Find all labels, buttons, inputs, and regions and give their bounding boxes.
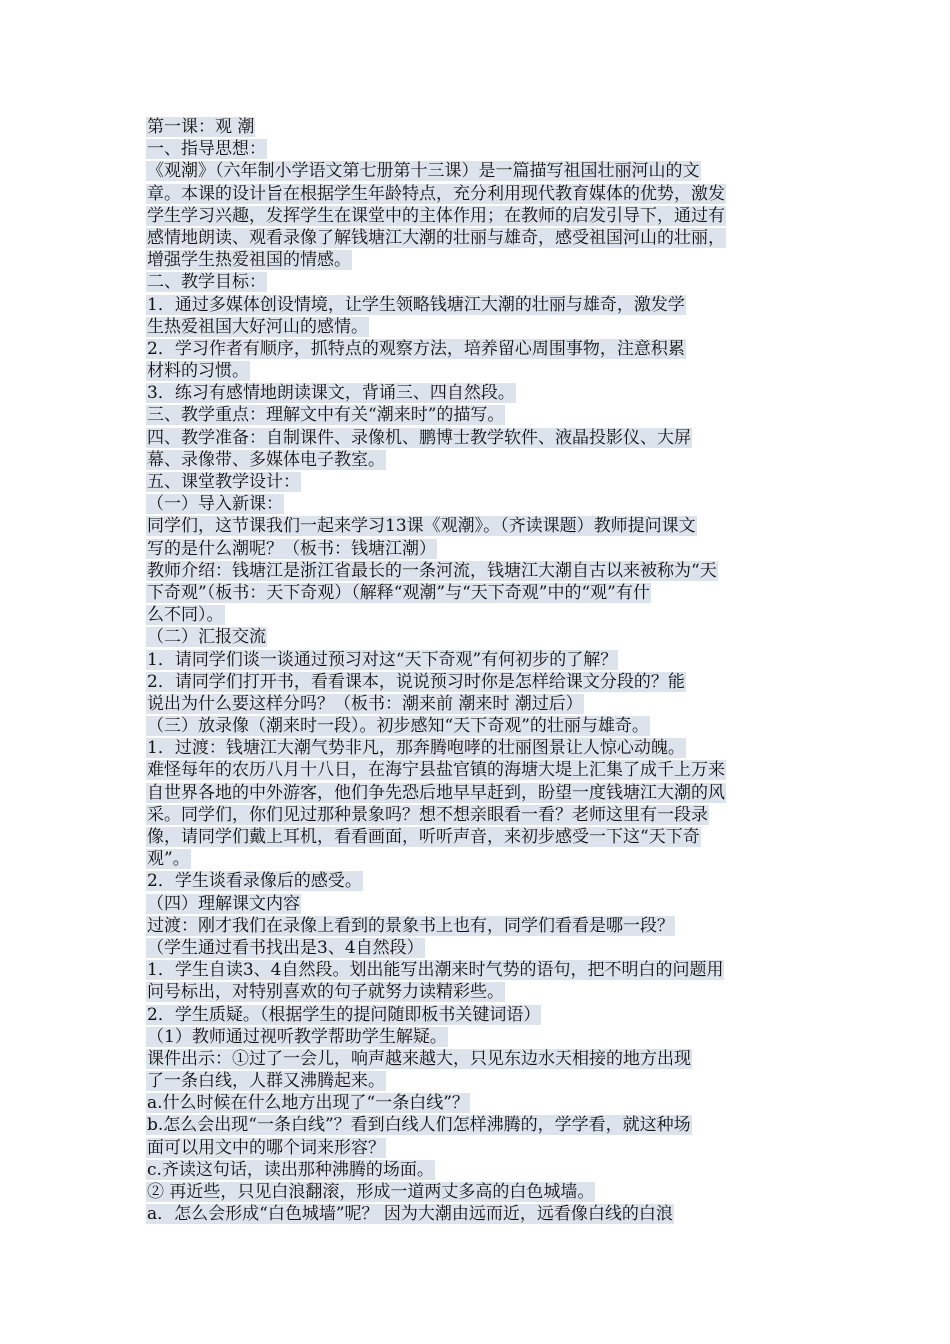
text-line <box>146 1070 806 1092</box>
text-line <box>146 471 806 493</box>
document-page <box>146 116 806 1225</box>
text-line <box>146 1092 806 1114</box>
text-line-content: 问号标出，对特别喜欢的句子就努力读精彩些。 <box>147 982 504 1003</box>
text-line <box>146 271 806 293</box>
text-line-content: 3．练习有感情地朗读课文，背诵三、四自然段。 <box>147 383 515 404</box>
text-line-content: ② 再近些，只见白浪翻滚，形成一道两丈多高的白色城墙。 <box>147 1182 595 1202</box>
text-line <box>146 183 806 205</box>
text-line <box>146 493 806 515</box>
text-line-content: 观”。 <box>147 849 190 870</box>
text-line <box>146 382 806 404</box>
text-line-content: 三、教学重点：理解文中有关“潮来时”的描写。 <box>147 405 505 426</box>
text-line-content: 么不同）。 <box>147 605 224 626</box>
text-line-content: 1．过渡：钱塘江大潮气势非凡，那奔腾咆哮的壮丽图景让人惊心动魄。 <box>147 738 685 759</box>
text-line <box>146 649 806 671</box>
text-line-content: 过渡：刚才我们在录像上看到的景象书上也有，同学们看看是哪一段？ <box>147 915 674 936</box>
text-line <box>146 338 806 360</box>
text-line-content: 采。同学们，你们见过那种景象吗？想不想亲眼看一看？老师这里有一段录 <box>147 804 708 825</box>
text-line <box>146 316 806 338</box>
text-line <box>146 671 806 693</box>
text-line-content: c.齐读这句话，读出那种沸腾的场面。 <box>147 1159 434 1180</box>
text-line <box>146 1114 806 1136</box>
text-line-content: 生热爱祖国大好河山的感情。 <box>147 316 368 337</box>
text-line-content: 材料的习惯。 <box>147 361 249 382</box>
text-line <box>146 1048 806 1070</box>
text-line <box>146 1137 806 1159</box>
text-line <box>146 1004 806 1026</box>
text-line-content: 说出为什么要这样分吗？（板书：潮来前 潮来时 潮过后） <box>147 693 583 714</box>
text-line <box>146 160 806 182</box>
text-line-content: 学生学习兴趣，发挥学生在课堂中的主体作用；在教师的启发引导下，通过有 <box>147 205 725 226</box>
text-line-content: 难怪每年的农历八月十八日，在海宁县盐官镇的海塘大堤上汇集了成千上万来 <box>147 760 725 781</box>
text-line <box>146 959 806 981</box>
text-line <box>146 782 806 804</box>
text-line-content: 教师介绍：钱塘江是浙江省最长的一条河流，钱塘江大潮自古以来被称为“天 <box>147 560 717 581</box>
text-line <box>146 404 806 426</box>
text-line <box>146 826 806 848</box>
text-line-content: 第一课：观 潮 <box>147 117 255 137</box>
text-line-content: 写的是什么潮呢？（板书：钱塘江潮） <box>147 538 436 559</box>
text-line <box>146 759 806 781</box>
text-line <box>146 205 806 227</box>
text-line-content: a.什么时候在什么地方出现了“一条白线”？ <box>147 1093 469 1114</box>
text-line <box>146 915 806 937</box>
text-line-content: 章。本课的设计旨在根据学生年龄特点，充分利用现代教育媒体的优势，激发 <box>147 183 725 204</box>
text-line-content: 2．学生质疑。（根据学生的提问随即板书关键词语） <box>147 1004 541 1025</box>
text-line <box>146 604 806 626</box>
text-line <box>146 715 806 737</box>
text-line-content: 自世界各地的中外游客，他们争先恐后地早早赶到，盼望一度钱塘江大潮的风 <box>147 782 725 803</box>
text-line-content: 幕、录像带、多媒体电子教室。 <box>147 449 385 470</box>
text-line <box>146 560 806 582</box>
text-line-content: 感情地朗读、观看录像了解钱塘江大潮的壮丽与雄奇，感受祖国河山的壮丽， <box>147 227 725 248</box>
text-line-content: 1．请同学们谈一谈通过预习对这“天下奇观”有何初步的了解？ <box>147 649 618 670</box>
text-line <box>146 360 806 382</box>
text-line <box>146 870 806 892</box>
text-line <box>146 515 806 537</box>
text-line <box>146 427 806 449</box>
text-line <box>146 538 806 560</box>
text-line <box>146 1026 806 1048</box>
text-line-content: 2．请同学们打开书，看看课本，说说预习时你是怎样给课文分段的？能 <box>147 671 685 692</box>
text-line-content: （一）导入新课： <box>147 494 283 515</box>
text-line-content: （1）教师通过视听教学帮助学生解疑。 <box>147 1026 447 1047</box>
text-line <box>146 294 806 316</box>
text-line <box>146 582 806 604</box>
text-line <box>146 981 806 1003</box>
text-line-content: （二）汇报交流 <box>147 627 266 648</box>
text-line-content: 课件出示：①过了一会儿，响声越来越大，只见东边水天相接的地方出现 <box>147 1048 691 1069</box>
text-line-content: 了一条白线，人群又沸腾起来。 <box>147 1071 385 1092</box>
text-line-content: （学生通过看书找出是3、4自然段） <box>147 937 424 958</box>
text-line-content: 增强学生热爱祖国的情感。 <box>147 250 351 271</box>
text-line <box>146 1203 806 1225</box>
text-line-content: 四、教学准备：自制课件、录像机、鹏博士教学软件、液晶投影仪、大屏 <box>147 427 691 448</box>
text-line <box>146 937 806 959</box>
text-line-content: 一、指导思想： <box>147 139 266 160</box>
text-line <box>146 848 806 870</box>
text-line-content: （三）放录像（潮来时一段）。初步感知“天下奇观”的壮丽与雄奇。 <box>147 716 649 737</box>
text-line <box>146 138 806 160</box>
text-line-content: 二、教学目标： <box>147 272 266 293</box>
text-line-content: 下奇观”（板书：天下奇观）（解释“观潮”与“天下奇观”中的“观”有什 <box>147 582 650 603</box>
text-line <box>146 1181 806 1203</box>
text-line-content: 同学们，这节课我们一起来学习13课《观潮》。（齐读课题）教师提问课文 <box>147 516 696 537</box>
text-line <box>146 116 806 138</box>
text-line-content: a．怎么会形成“白色城墙”呢？ 因为大潮由远而近，远看像白线的白浪 <box>147 1204 673 1225</box>
text-line-content: 像，请同学们戴上耳机，看看画面，听听声音，来初步感受一下这“天下奇 <box>147 827 700 847</box>
text-line-content: （四）理解课文内容 <box>147 893 300 914</box>
text-line <box>146 693 806 715</box>
text-line <box>146 893 806 915</box>
text-line <box>146 737 806 759</box>
text-line <box>146 626 806 648</box>
text-line-content: 1．学生自读3、4自然段。划出能写出潮来时气势的语句，把不明白的问题用 <box>147 960 724 981</box>
text-line <box>146 449 806 471</box>
text-line <box>146 227 806 249</box>
text-line-content: b.怎么会出现“一条白线”？看到白线人们怎样沸腾的，学学看，就这种场 <box>147 1115 691 1136</box>
text-line <box>146 1159 806 1181</box>
text-line-content: 2．学生谈看录像后的感受。 <box>147 871 362 892</box>
text-line-content: 2．学习作者有顺序，抓特点的观察方法，培养留心周围事物，注意积累 <box>147 338 685 359</box>
text-line-content: 《观潮》（六年制小学语文第七册第十三课）是一篇描写祖国壮丽河山的文 <box>147 161 700 182</box>
text-line-content: 面可以用文中的哪个词来形容？ <box>147 1137 385 1158</box>
text-line-content: 五、课堂教学设计： <box>147 472 300 492</box>
text-line-content: 1．通过多媒体创设情境，让学生领略钱塘江大潮的壮丽与雄奇，激发学 <box>147 294 685 315</box>
text-line <box>146 804 806 826</box>
text-line <box>146 249 806 271</box>
